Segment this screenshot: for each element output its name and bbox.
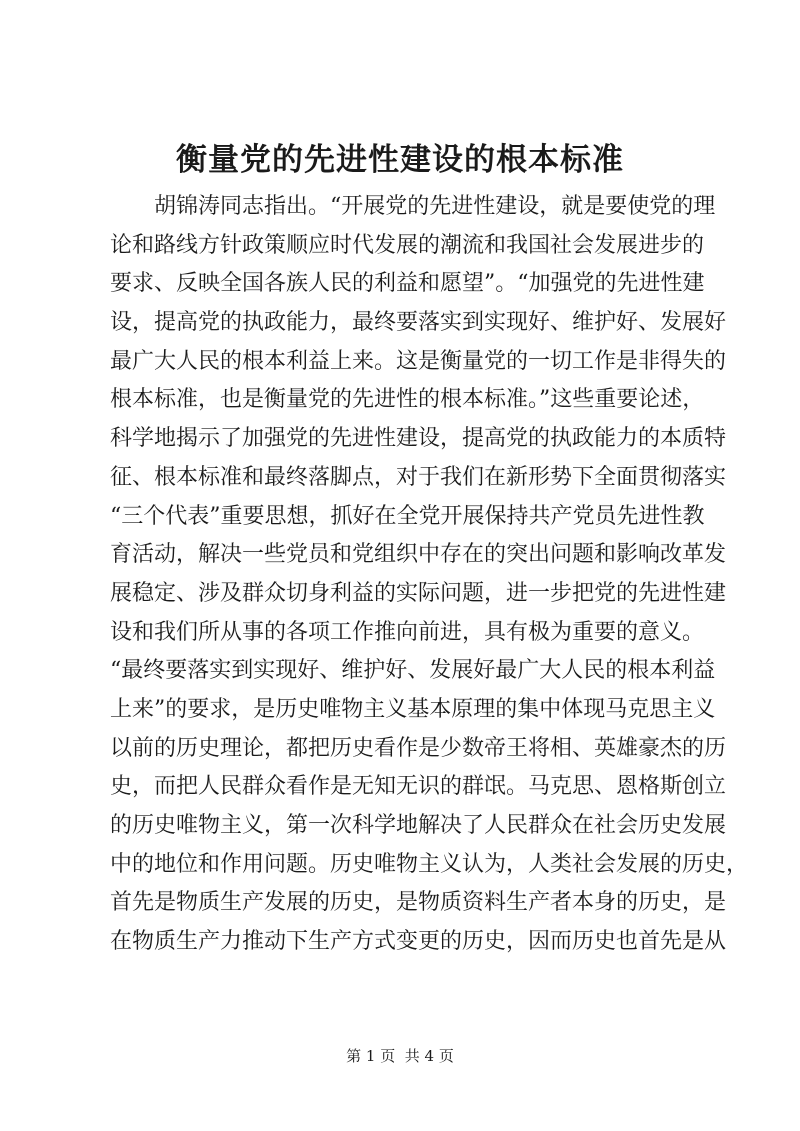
body-line: 征、根本标准和最终落脚点，对于我们在新形势下全面贯彻落实 bbox=[110, 464, 727, 490]
body-line: 根本标准，也是衡量党的先进性的根本标准。”这些重要论述， bbox=[110, 387, 705, 413]
body-line: 设，提高党的执政能力，最终要落实到实现好、维护好、发展好 bbox=[110, 310, 727, 336]
body-line: 要求、反映全国各族人民的利益和愿望”。“加强党的先进性建 bbox=[110, 271, 705, 297]
body-line: 最广大人民的根本利益上来。这是衡量党的一切工作是非得失的 bbox=[110, 348, 727, 374]
body-line: 育活动，解决一些党员和党组织中存在的突出问题和影响改革发 bbox=[110, 542, 727, 568]
document-title: 衡量党的先进性建设的根本标准 bbox=[176, 142, 624, 178]
body-line: “三个代表”重要思想，抓好在全党开展保持共产党员先进性教 bbox=[110, 503, 705, 529]
body-line: 的历史唯物主义，第一次科学地解决了人民群众在社会历史发展 bbox=[110, 813, 727, 838]
body-line: 展稳定、涉及群众切身利益的实际问题，进一步把党的先进性建 bbox=[110, 580, 727, 606]
body-line: 史，而把人民群众看作是无知无识的群氓。马克思、恩格斯创立 bbox=[110, 774, 727, 800]
body-line: 科学地揭示了加强党的先进性建设，提高党的执政能力的本质特 bbox=[110, 426, 727, 452]
body-line: 设和我们所从事的各项工作推向前进，具有极为重要的意义。 bbox=[110, 619, 705, 645]
body-line: 论和路线方针政策顺应时代发展的潮流和我国社会发展进步的 bbox=[110, 232, 705, 258]
body-line: 首先是物质生产发展的历史，是物质资料生产者本身的历史，是 bbox=[110, 890, 727, 916]
body-line: 中的地位和作用问题。历史唯物主义认为，人类社会发展的历史， bbox=[110, 851, 749, 877]
body-line: “最终要落实到实现好、维护好、发展好最广大人民的根本利益 bbox=[110, 658, 716, 684]
body-line: 上来”的要求，是历史唯物主义基本原理的集中体现马克思主义 bbox=[110, 696, 716, 722]
page-number: 第 1 页 共 4 页 bbox=[346, 1047, 454, 1065]
body-line: 在物质生产力推动下生产方式变更的历史，因而历史也首先是从 bbox=[110, 929, 727, 955]
page-footer bbox=[0, 1046, 800, 1066]
document-body bbox=[110, 188, 749, 962]
body-line: 胡锦涛同志指出。“开展党的先进性建设，就是要使党的理 bbox=[110, 194, 716, 219]
body-line: 以前的历史理论，都把历史看作是少数帝王将相、英雄豪杰的历 bbox=[110, 735, 727, 761]
